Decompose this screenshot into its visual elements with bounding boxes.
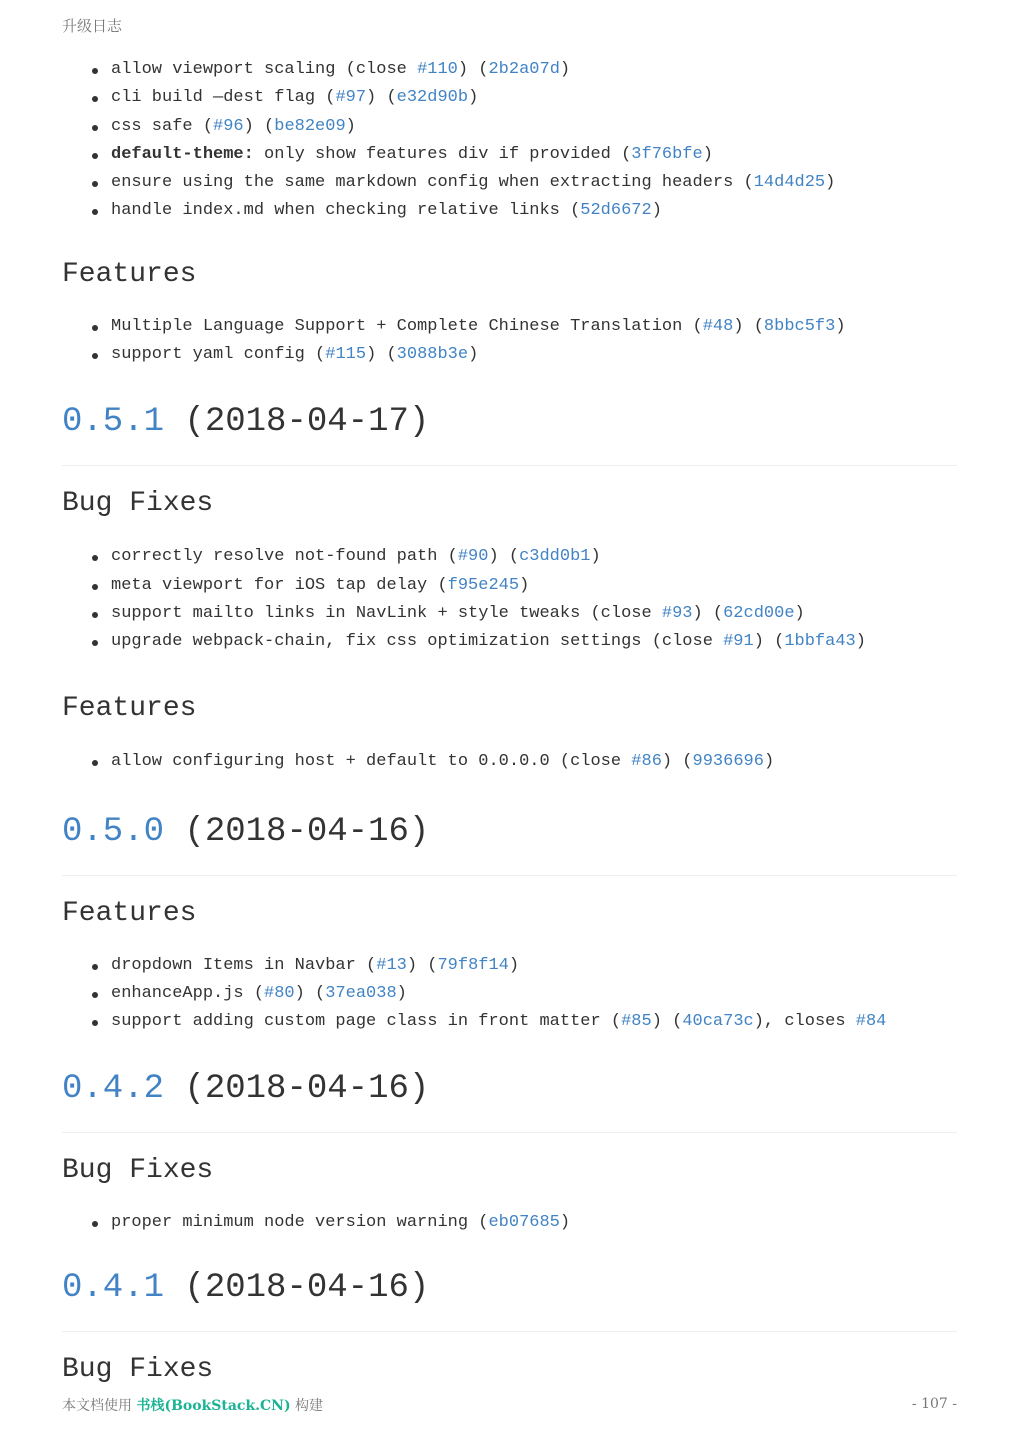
features-list: [62, 748, 957, 776]
page-header-title: 升级日志: [62, 17, 123, 35]
list-item: allow configuring host + default to 0.0.0.0 (close #86) (9936696): [62, 748, 957, 776]
bug-fixes-heading: Bug Fixes: [62, 1154, 214, 1186]
bookstack-link[interactable]: 书栈(BookStack.CN): [136, 1398, 291, 1414]
page-number: - 107 -: [911, 1396, 957, 1412]
list-item: allow viewport scaling (close #110) (2b2a07d): [62, 56, 957, 84]
issue-link[interactable]: #96: [213, 116, 244, 136]
features-heading: Features: [62, 258, 197, 290]
list-item: upgrade webpack-chain, fix css optimization settings (close #91) (1bbfa43): [62, 628, 957, 656]
bug-fixes-heading: Bug Fixes: [62, 488, 214, 520]
commit-link[interactable]: eb07685: [488, 1212, 560, 1232]
features-list: [62, 952, 957, 1037]
issue-link[interactable]: #48: [702, 316, 734, 336]
version-heading: 0.4.1 (2018-04-16): [62, 1260, 957, 1316]
bug-fixes-list: [62, 543, 957, 656]
issue-link[interactable]: #93: [661, 603, 693, 623]
list-item: support mailto links in NavLink + style tweaks (close #93) (62cd00e): [62, 600, 957, 628]
version-link[interactable]: 0.5.0: [62, 812, 165, 851]
commit-link[interactable]: 37ea038: [325, 984, 397, 1004]
footer-credit: 本文档使用 书栈(BookStack.CN) 构建: [62, 1398, 324, 1414]
bug-fixes-heading: Bug Fixes: [62, 1354, 214, 1386]
issue-link[interactable]: #86: [631, 751, 662, 771]
changelog-content: [62, 56, 957, 1392]
list-item: handle index.md when checking relative links (52d6672): [62, 197, 957, 225]
scope-label: default-theme:: [111, 144, 254, 164]
version-heading: 0.5.1 (2018-04-17): [62, 394, 957, 450]
top-bug-list: [62, 56, 957, 226]
commit-link[interactable]: e32d90b: [396, 88, 469, 108]
issue-link[interactable]: #91: [723, 632, 754, 652]
issue-link[interactable]: #84: [855, 1012, 887, 1032]
commit-link[interactable]: 9936696: [692, 751, 764, 771]
list-item: enhanceApp.js (#80) (37ea038): [62, 980, 957, 1008]
list-item: proper minimum node version warning (eb07685): [62, 1209, 957, 1237]
version-heading: 0.4.2 (2018-04-16): [62, 1061, 957, 1117]
commit-link[interactable]: c3dd0b1: [519, 547, 591, 567]
commit-link[interactable]: 62cd00e: [723, 603, 795, 623]
commit-link[interactable]: f95e245: [447, 575, 520, 595]
issue-link[interactable]: #80: [264, 984, 295, 1004]
issue-link[interactable]: #85: [621, 1012, 652, 1032]
commit-link[interactable]: 79f8f14: [437, 955, 509, 975]
commit-link[interactable]: 1bbfa43: [784, 632, 856, 652]
features-list: [62, 313, 957, 370]
version-link[interactable]: 0.4.1: [62, 1269, 165, 1308]
issue-link[interactable]: #90: [457, 547, 489, 567]
commit-link[interactable]: 14d4d25: [753, 173, 826, 193]
list-item: meta viewport for iOS tap delay (f95e245): [62, 572, 957, 600]
list-item: correctly resolve not-found path (#90) (c3dd0b1): [62, 543, 957, 571]
list-item: support adding custom page class in front matter (#85) (40ca73c), closes #84: [62, 1008, 957, 1036]
list-item: dropdown Items in Navbar (#13) (79f8f14): [62, 952, 957, 980]
commit-link[interactable]: 3088b3e: [396, 345, 469, 365]
commit-link[interactable]: 40ca73c: [682, 1012, 754, 1032]
features-heading: Features: [62, 692, 197, 724]
features-heading: Features: [62, 897, 197, 929]
list-item: default-theme: only show features div if provided (3f76bfe): [62, 141, 957, 169]
list-item: cli build —dest flag (#97) (e32d90b): [62, 84, 957, 112]
commit-link[interactable]: 3f76bfe: [631, 144, 703, 164]
version-heading: 0.5.0 (2018-04-16): [62, 804, 957, 860]
commit-link[interactable]: be82e09: [274, 116, 346, 136]
list-item: support yaml config (#115) (3088b3e): [62, 341, 957, 369]
issue-link[interactable]: #97: [335, 88, 367, 108]
issue-link[interactable]: #13: [376, 955, 407, 975]
bug-fixes-list: [62, 1209, 957, 1237]
version-link[interactable]: 0.4.2: [62, 1069, 165, 1108]
list-item: Multiple Language Support + Complete Chinese Translation (#48) (8bbc5f3): [62, 313, 957, 341]
list-item: ensure using the same markdown config when extracting headers (14d4d25): [62, 169, 957, 197]
issue-link[interactable]: #110: [417, 60, 458, 79]
issue-link[interactable]: #115: [325, 345, 367, 365]
commit-link[interactable]: 2b2a07d: [488, 60, 560, 79]
commit-link[interactable]: 52d6672: [580, 201, 652, 221]
list-item: css safe (#96) (be82e09): [62, 113, 957, 141]
version-link[interactable]: 0.5.1: [62, 403, 165, 442]
commit-link[interactable]: 8bbc5f3: [763, 316, 836, 336]
